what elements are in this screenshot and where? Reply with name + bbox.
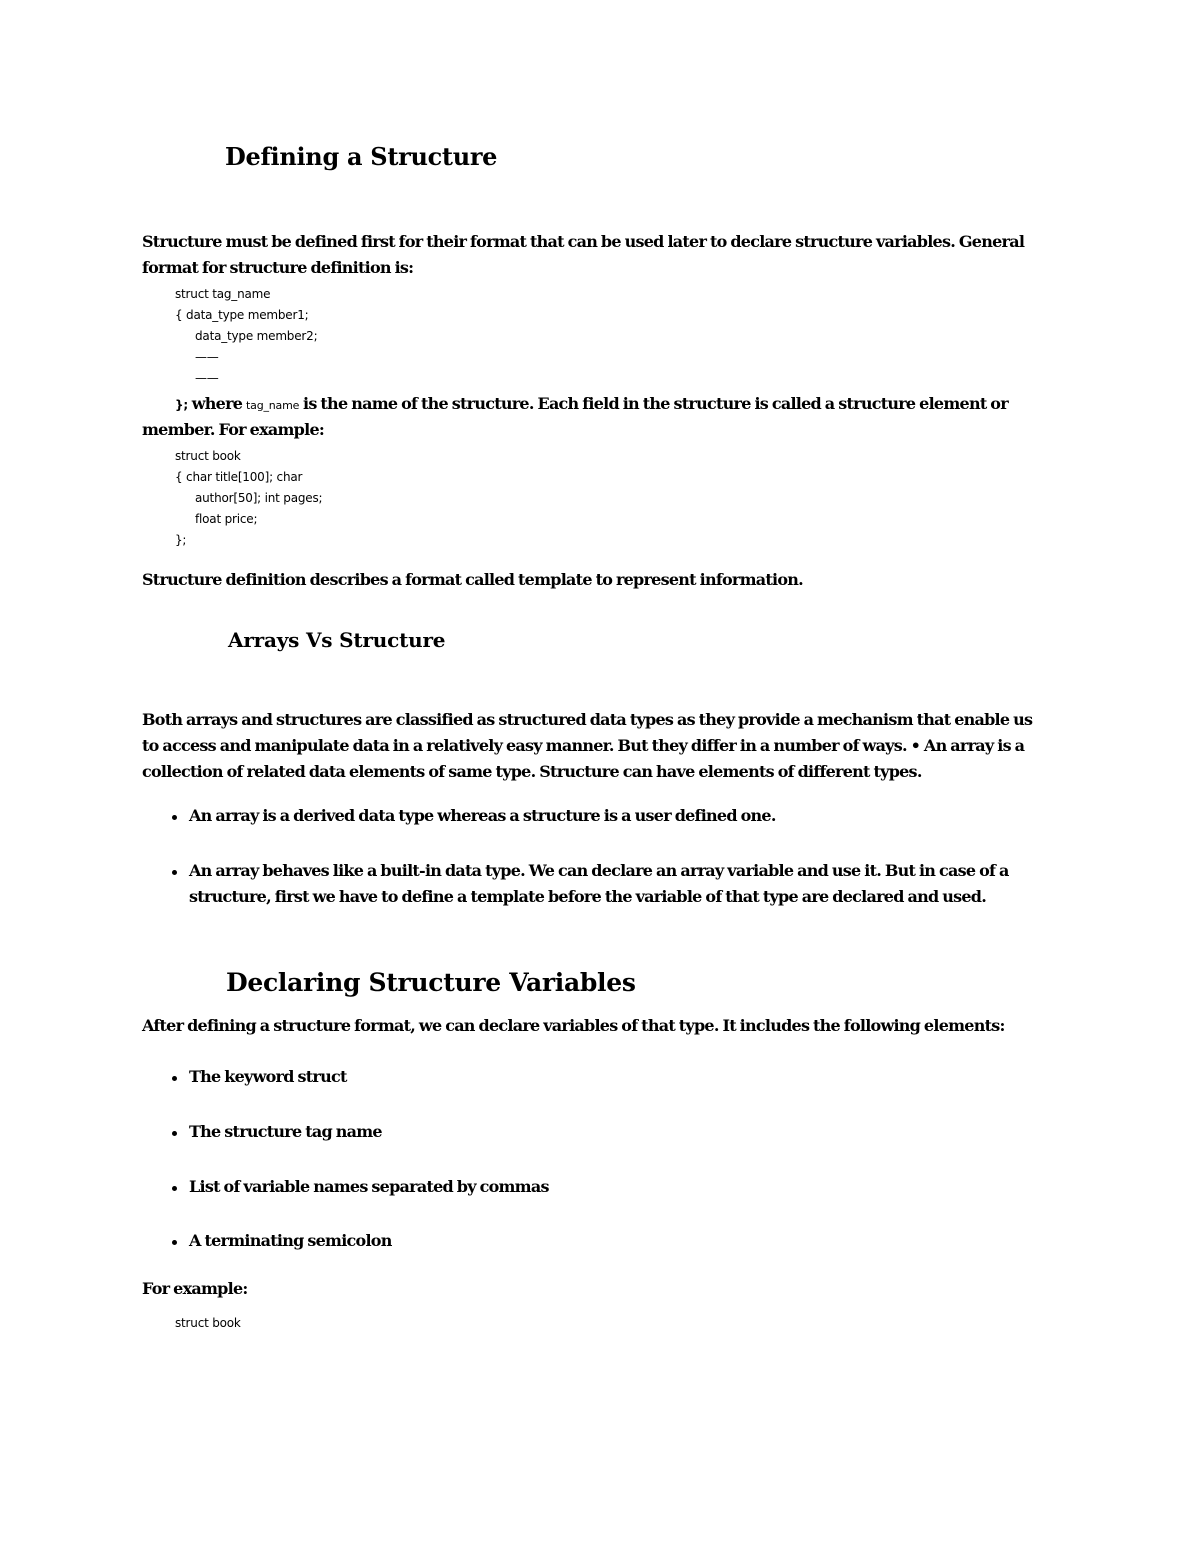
where-line <box>175 391 1008 419</box>
heading-defining-structure: Defining a Structure <box>225 142 498 171</box>
member-line: member. For example: <box>142 420 325 439</box>
bullet-dot <box>172 815 177 820</box>
arrays-para-line-2: to access and manipulate data in a relatively easy manner. But they differ in a number of ways. • An array is a <box>142 736 1025 755</box>
declaring-bullet-4: A terminating semicolon <box>189 1231 392 1250</box>
bullet-dot <box>172 1186 177 1191</box>
where-word: where <box>187 394 247 413</box>
heading-arrays-vs-structure: Arrays Vs Structure <box>228 628 446 652</box>
code-line: struct tag_name <box>175 287 271 301</box>
arrays-para-line-3: collection of related data elements of same type. Structure can have elements of different types. <box>142 762 922 781</box>
declaring-intro: After defining a structure format, we can declare variables of that type. It includes the following elements: <box>142 1016 1005 1035</box>
bullet-dot <box>172 1076 177 1081</box>
declaring-bullet-1: The keyword struct <box>189 1067 347 1086</box>
code-block-struct-book <box>175 446 322 551</box>
declaring-bullet-2: The structure tag name <box>189 1122 382 1141</box>
code-line: { char title[100]; char <box>175 470 303 484</box>
code-line: struct book <box>175 449 241 463</box>
for-example-label: For example: <box>142 1279 248 1298</box>
arrays-bullet-1: An array is a derived data type whereas a structure is a user defined one. <box>189 806 776 825</box>
intro-line-1: Structure must be defined first for their format that can be used later to declare structure variables. General <box>142 232 1025 251</box>
arrays-para-line-1: Both arrays and structures are classified as structured data types as they provide a mechanism that enable us <box>142 710 1033 729</box>
code-line: float price; <box>195 512 258 526</box>
code-line: —— <box>195 371 219 385</box>
heading-declaring-structure-variables: Declaring Structure Variables <box>226 968 636 997</box>
code-block-tag-name <box>175 284 317 389</box>
code-line: data_type member2; <box>195 329 318 343</box>
code-line: —— <box>195 350 219 364</box>
code-line: { data_type member1; <box>175 308 309 322</box>
tag-name-code: tag_name <box>246 399 300 412</box>
bullet-dot <box>172 1240 177 1245</box>
bullet-dot <box>172 870 177 875</box>
arrays-bullet-2-line-1: An array behaves like a built-in data type. We can declare an array variable and use it. But in case of a <box>189 861 1009 880</box>
where-rest: is the name of the structure. Each field in the structure is called a structure element or <box>299 394 1008 413</box>
template-line: Structure definition describes a format called template to represent information. <box>142 570 803 589</box>
declaring-bullet-3: List of variable names separated by commas <box>189 1177 549 1196</box>
arrays-bullet-2-line-2: structure, first we have to define a template before the variable of that type are declared and used. <box>189 887 987 906</box>
code-line: author[50]; int pages; <box>195 491 323 505</box>
bullet-dot <box>172 1131 177 1136</box>
intro-line-2: format for structure definition is: <box>142 258 414 277</box>
code-line: }; <box>175 533 187 547</box>
closing-brace-code: }; <box>175 398 188 412</box>
code-struct-book-declare: struct book <box>175 1316 241 1330</box>
